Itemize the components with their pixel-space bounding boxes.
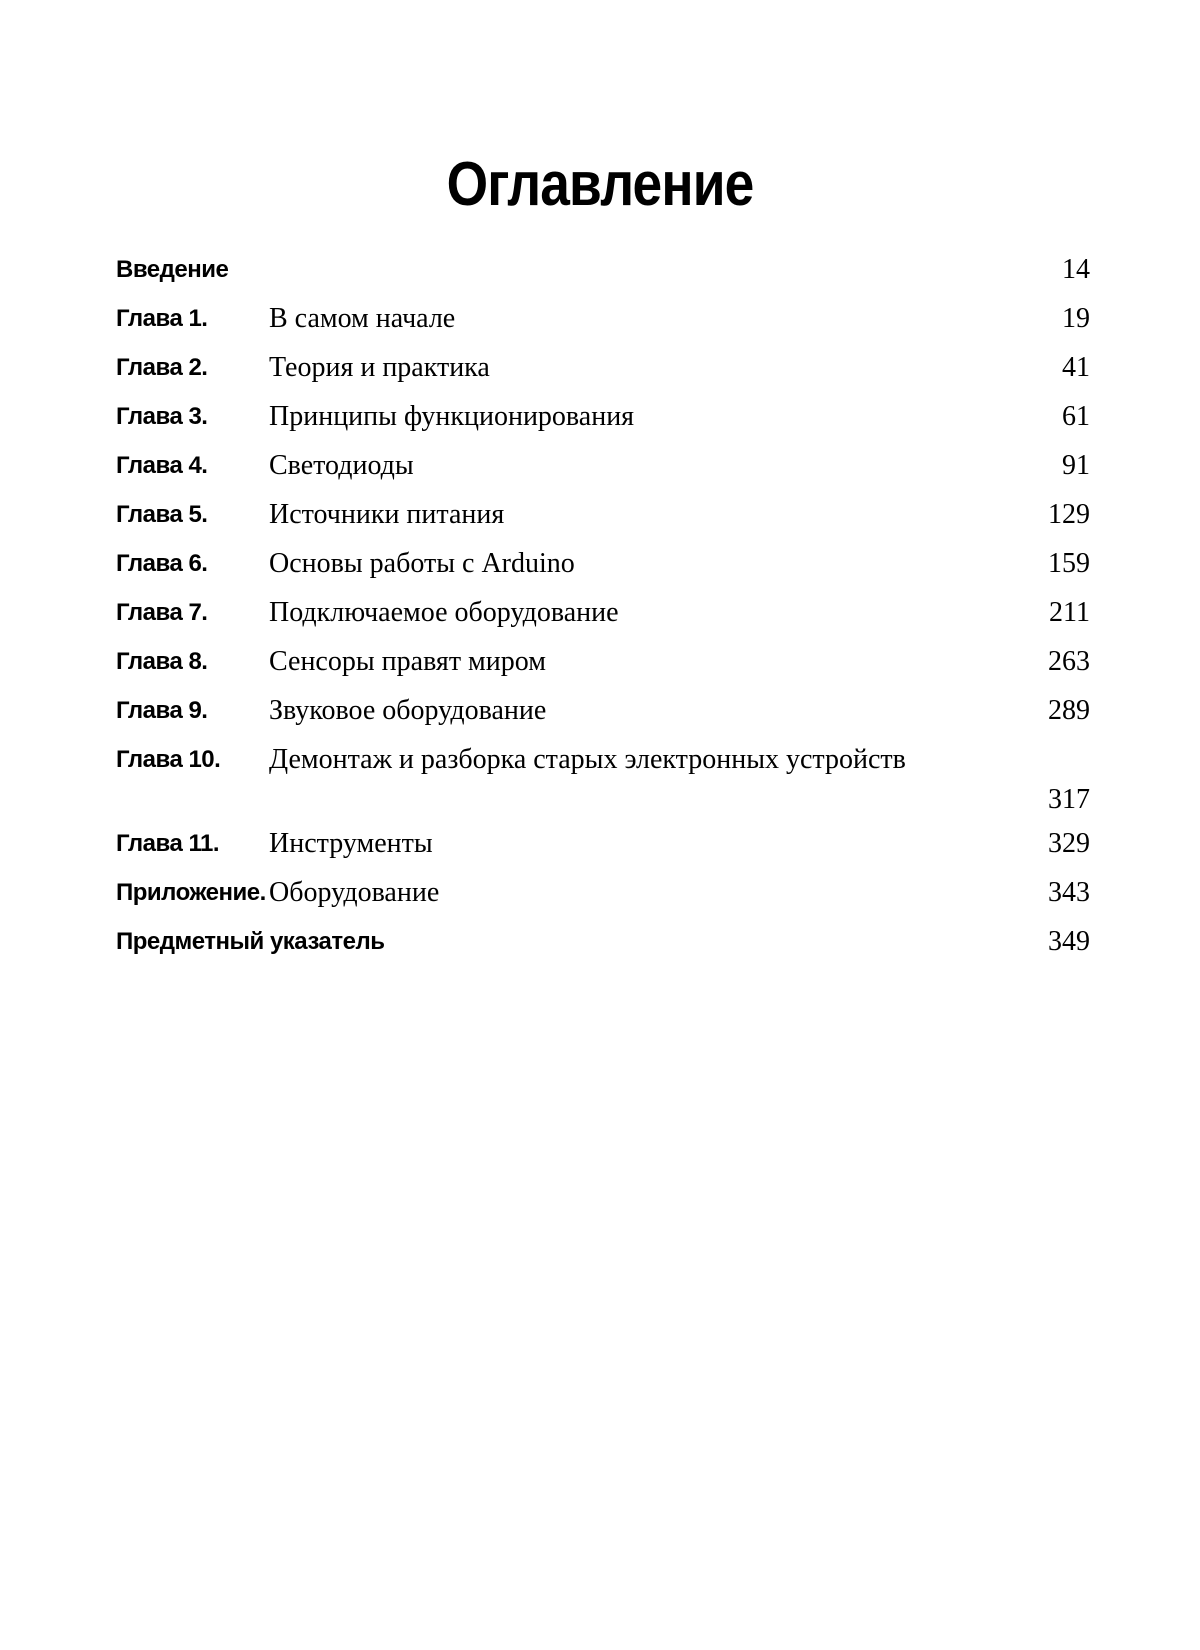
toc-entry-index[interactable] — [116, 920, 1090, 969]
table-of-contents — [116, 248, 1090, 969]
toc-entry-label: Глава 9. — [116, 697, 208, 724]
toc-entry-label: Приложение. — [116, 879, 266, 906]
toc-entry-title: Теория и практика — [269, 352, 490, 383]
toc-entry-page: 129 — [1048, 499, 1090, 530]
toc-entry-page: 41 — [1062, 352, 1090, 383]
toc-entry-title: Источники питания — [269, 499, 505, 530]
toc-entry-label: Глава 1. — [116, 305, 208, 332]
toc-entry-title: Демонтаж и разборка старых электронных устройств — [269, 744, 906, 775]
toc-entry-chapter-9[interactable] — [116, 689, 1090, 738]
toc-entry-page: 19 — [1062, 303, 1090, 334]
toc-entry-label: Глава 5. — [116, 501, 208, 528]
toc-entry-chapter-8[interactable] — [116, 640, 1090, 689]
toc-entry-chapter-2[interactable] — [116, 346, 1090, 395]
toc-entry-chapter-4[interactable] — [116, 444, 1090, 493]
toc-entry-label: Глава 7. — [116, 599, 208, 626]
toc-entry-page: 317 — [1048, 784, 1090, 815]
toc-entry-chapter-3[interactable] — [116, 395, 1090, 444]
toc-entry-title: Звуковое оборудование — [269, 695, 547, 726]
toc-entry-label: Глава 2. — [116, 354, 208, 381]
toc-entry-title: Светодиоды — [269, 450, 414, 481]
toc-entry-title: Подключаемое оборудование — [269, 597, 619, 628]
toc-entry-title: Основы работы с Arduino — [269, 548, 575, 579]
toc-entry-title: Оборудование — [269, 877, 440, 908]
toc-entry-page: 343 — [1048, 877, 1090, 908]
toc-entry-page: 91 — [1062, 450, 1090, 481]
toc-entry-label: Предметный указатель — [116, 928, 385, 955]
toc-entry-chapter-10[interactable] — [116, 738, 1090, 822]
toc-entry-chapter-5[interactable] — [116, 493, 1090, 542]
toc-entry-label: Глава 11. — [116, 830, 219, 857]
toc-entry-page: 329 — [1048, 828, 1090, 859]
toc-entry-page: 211 — [1049, 597, 1090, 628]
toc-entry-page: 263 — [1048, 646, 1090, 677]
toc-entry-chapter-7[interactable] — [116, 591, 1090, 640]
toc-entry-title: Принципы функционирования — [269, 401, 635, 432]
toc-entry-label: Глава 10. — [116, 746, 221, 773]
toc-entry-title: Сенсоры правят миром — [269, 646, 546, 677]
page-title: Оглавление — [446, 149, 754, 219]
toc-entry-page: 14 — [1062, 254, 1090, 285]
toc-entry-label: Введение — [116, 256, 229, 283]
toc-entry-label: Глава 4. — [116, 452, 208, 479]
toc-entry-chapter-6[interactable] — [116, 542, 1090, 591]
toc-entry-label: Глава 3. — [116, 403, 208, 430]
toc-entry-label: Глава 8. — [116, 648, 208, 675]
toc-entry-intro[interactable] — [116, 248, 1090, 297]
toc-entry-title: В самом начале — [269, 303, 456, 334]
toc-entry-page: 349 — [1048, 926, 1090, 957]
toc-entry-page: 159 — [1048, 548, 1090, 579]
toc-entry-page: 289 — [1048, 695, 1090, 726]
toc-entry-chapter-11[interactable] — [116, 822, 1090, 871]
toc-entry-appendix[interactable] — [116, 871, 1090, 920]
toc-entry-chapter-1[interactable] — [116, 297, 1090, 346]
toc-entry-title: Инструменты — [269, 828, 433, 859]
toc-entry-label: Глава 6. — [116, 550, 208, 577]
toc-entry-page: 61 — [1062, 401, 1090, 432]
